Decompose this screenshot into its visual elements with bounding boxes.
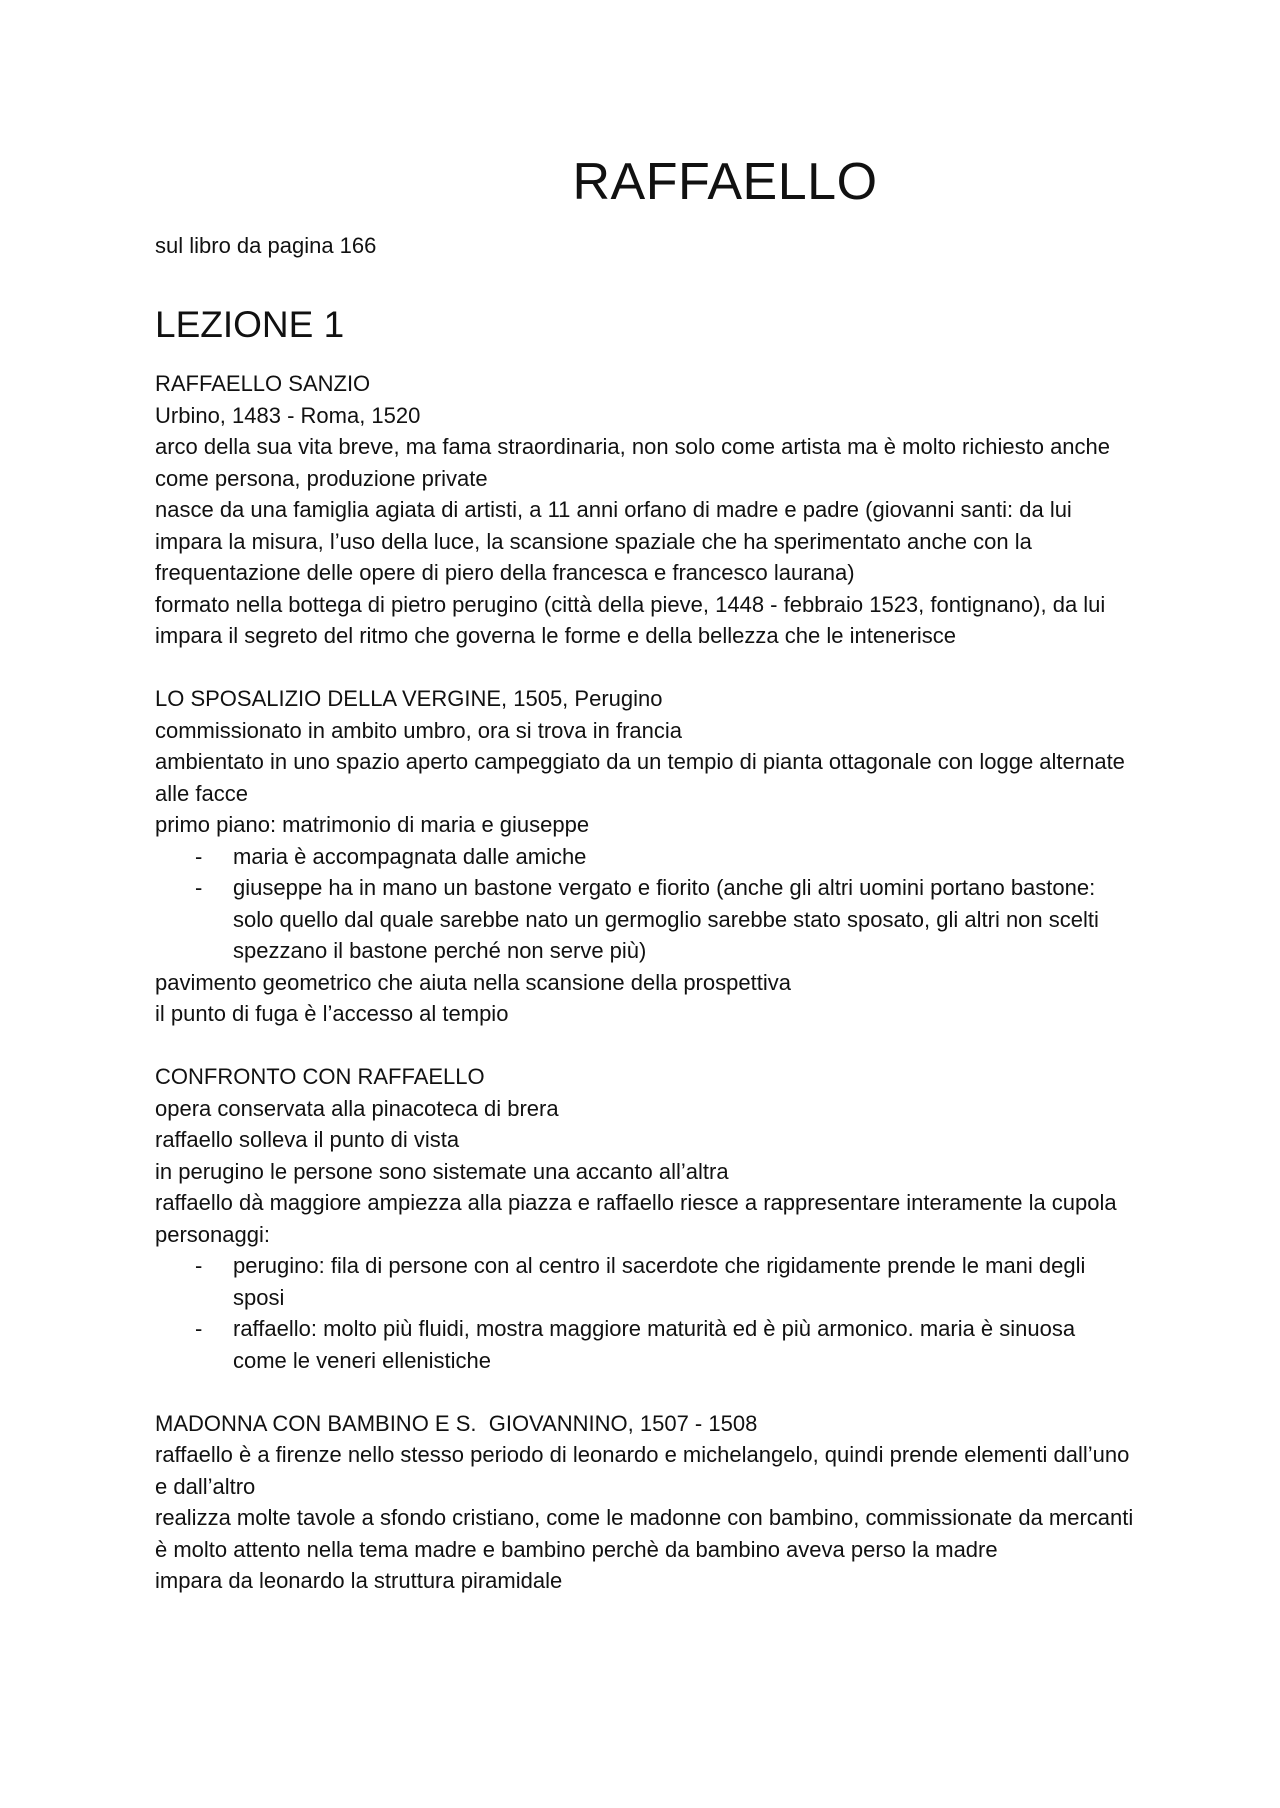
bullet-list: [155, 1250, 1135, 1376]
paragraph-line: Urbino, 1483 - Roma, 1520: [155, 402, 421, 428]
section-heading: MADONNA CON BAMBINO E S. GIOVANNINO, 1507 - 1508: [155, 1410, 758, 1436]
paragraph-line: realizza molte tavole a sfondo cristiano, come le madonne con bambino, commissionate da mercanti: [155, 1505, 1134, 1530]
paragraph-line: nasce da una famiglia agiata di artisti, a 11 anni orfano di madre e padre (giovanni santi: da lui impara la misura, l’uso della luce, la scansione spaziale che ha sperimentato anche con la frequentazione delle opere di piero della francesca e francesco laurana): [155, 497, 1072, 585]
section-heading: CONFRONTO CON RAFFAELLO: [155, 1064, 485, 1089]
bullet-list: [155, 841, 1135, 967]
lesson-heading: LEZIONE 1: [155, 304, 345, 345]
dash-bullet-icon: -: [195, 875, 203, 900]
dash-bullet-icon: -: [195, 1253, 203, 1278]
paragraph-line: raffaello dà maggiore ampiezza alla piazza e raffaello riesce a rappresentare interamente la cupola: [155, 1190, 1117, 1215]
paragraph-line: commissionato in ambito umbro, ora si trova in francia: [155, 717, 682, 743]
dash-bullet-icon: -: [195, 843, 203, 869]
paragraph-line: formato nella bottega di pietro perugino (città della pieve, 1448 - febbraio 1523, fontignano), da lui impara il segreto del ritmo che governa le forme e della bellezza che le intenerisce: [155, 591, 1106, 648]
list-item-text: raffaello: molto più fluidi, mostra maggiore maturità ed è più armonico. maria è sinuosa come le veneri ellenistiche: [233, 1316, 1076, 1373]
section-madonna: [155, 1408, 1135, 1597]
paragraph-line: opera conservata alla pinacoteca di brera: [155, 1095, 559, 1121]
list-item: [155, 841, 1135, 873]
page-subtitle: sul libro da pagina 166: [155, 233, 377, 258]
paragraph-line: arco della sua vita breve, ma fama straordinaria, non solo come artista ma è molto richiesto anche come persona, produzione private: [155, 434, 1111, 491]
paragraph-line: impara da leonardo la struttura piramidale: [155, 1568, 563, 1593]
document-body: [155, 368, 1135, 1597]
paragraph-line: in perugino le persone sono sistemate una accanto all’altra: [155, 1158, 729, 1184]
page-title: RAFFAELLO: [572, 153, 878, 211]
list-item-text: maria è accompagnata dalle amiche: [233, 843, 587, 869]
list-item-text: giuseppe ha in mano un bastone vergato e fiorito (anche gli altri uomini portano bastone: solo quello dal quale sarebbe nato un germoglio sarebbe stato sposato, gli altri non scelti spezzano il bastone perché non serve più): [233, 875, 1099, 963]
section-confronto: [155, 1061, 1135, 1376]
dash-bullet-icon: -: [195, 1316, 203, 1341]
list-item: [155, 1250, 1135, 1313]
list-item: [155, 1313, 1135, 1376]
section-biography: [155, 368, 1135, 652]
section-sposalizio: [155, 683, 1135, 1030]
paragraph-line: raffaello solleva il punto di vista: [155, 1127, 460, 1152]
paragraph-line: RAFFAELLO SANZIO: [155, 371, 371, 396]
paragraph-line: il punto di fuga è l’accesso al tempio: [155, 1001, 509, 1026]
section-heading: LO SPOSALIZIO DELLA VERGINE, 1505, Perugino: [155, 686, 663, 711]
paragraph-line: personaggi:: [155, 1221, 270, 1247]
list-item-text: perugino: fila di persone con al centro il sacerdote che rigidamente prende le mani degli sposi: [233, 1253, 1086, 1310]
paragraph-line: raffaello è a firenze nello stesso periodo di leonardo e michelangelo, quindi prende elementi dall’uno e dall’altro: [155, 1442, 1130, 1499]
list-item: [155, 872, 1135, 967]
paragraph-line: pavimento geometrico che aiuta nella scansione della prospettiva: [155, 969, 791, 995]
paragraph-line: è molto attento nella tema madre e bambino perchè da bambino aveva perso la madre: [155, 1536, 998, 1562]
paragraph-line: ambientato in uno spazio aperto campeggiato da un tempio di pianta ottagonale con logge alternate alle facce: [155, 749, 1125, 806]
paragraph-line: primo piano: matrimonio di maria e giuseppe: [155, 812, 590, 837]
